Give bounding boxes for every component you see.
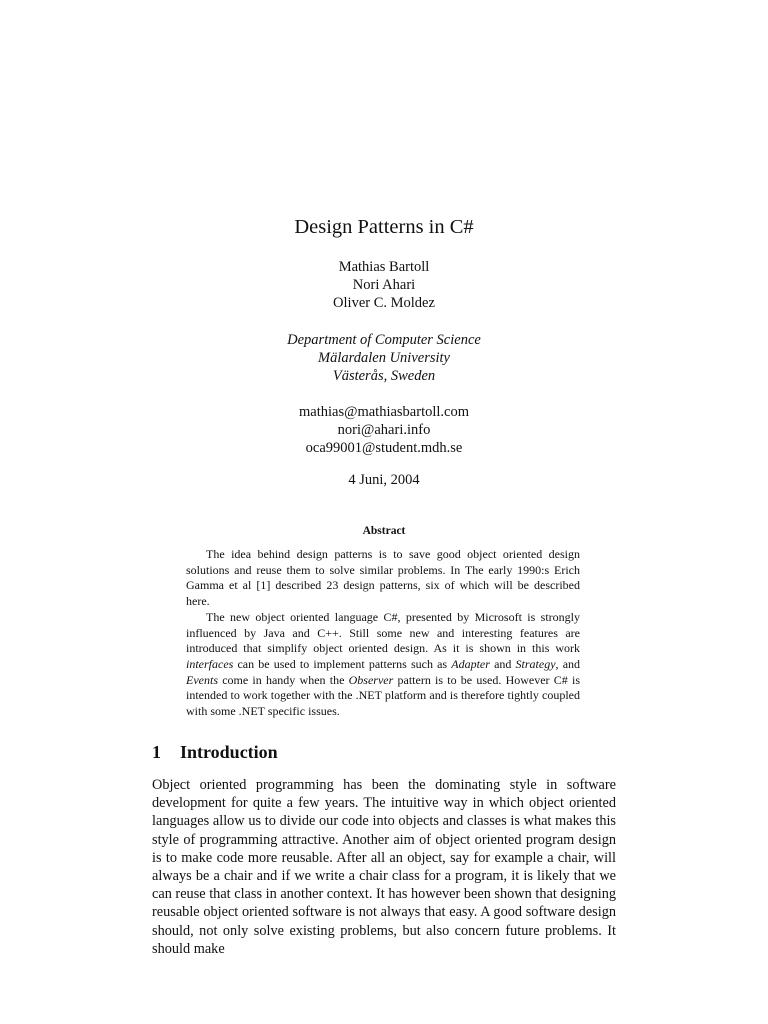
abstract-emphasis: Strategy (515, 656, 556, 671)
abstract-text: pattern is to be used. However C# is intended to work together with the .NET platform and is therefore tightly coupled with some .NET specific issues. (186, 672, 580, 719)
section-heading (152, 741, 278, 763)
paper-title: Design Patterns in C# (294, 216, 474, 238)
abstract-paragraph (186, 610, 580, 720)
section-body (152, 776, 616, 958)
author-list (0, 258, 768, 312)
abstract-emphasis: Events (186, 672, 218, 687)
abstract-text: and (489, 656, 516, 671)
author-name: Mathias Bartoll (338, 259, 430, 275)
section-number: 1 (152, 742, 161, 762)
abstract-text: , and (555, 656, 581, 671)
abstract-body (186, 547, 580, 720)
abstract-paragraph: The idea behind design patterns is to save good object oriented design solutions and reuse them to solve similar problems. In The early 1990:s Erich Gamma et al [1] described 23 design patterns, six of which will be described here. (186, 547, 580, 609)
section-title: Introduction (180, 742, 278, 762)
abstract-text: The new object oriented language C#, presented by Microsoft is strongly influenced by Java and C++. Still some new and interesting features are introduced that simplify object oriented design. As it is shown in this work (186, 609, 580, 656)
author-email: mathias@mathiasbartoll.com (299, 404, 469, 420)
affiliation (0, 331, 768, 385)
affiliation-location: Västerås, Sweden (332, 368, 436, 384)
abstract-text: come in handy when the (218, 672, 349, 687)
abstract-emphasis: Observer (348, 672, 394, 687)
author-name: Oliver C. Moldez (333, 295, 435, 311)
author-email: nori@ahari.info (337, 422, 431, 438)
body-paragraph: Object oriented programming has been the dominating style in software development for quite a few years. The intuitive way in which object oriented languages allow us to divide our code into objects and classes is what makes this style of programming attractive. Another aim of object oriented program design is to make code more reusable. After all an object, say for example a chair, will always be a chair and if we write a chair class for a program, it is likely that we can reuse that class in another context. It has however been shown that designing reusable object oriented software is not always that easy. A good software design should, not only solve existing problems, but also concern future problems. It should make (152, 777, 616, 957)
author-email: oca99001@student.mdh.se (305, 440, 463, 456)
email-list (0, 403, 768, 457)
publication-date: 4 Juni, 2004 (348, 472, 420, 488)
abstract-emphasis: Adapter (451, 656, 490, 671)
affiliation-department: Department of Computer Science (287, 332, 481, 348)
affiliation-university: Mälardalen University (318, 350, 450, 366)
abstract-emphasis: interfaces (186, 656, 234, 671)
author-name: Nori Ahari (352, 277, 416, 293)
abstract-text: can be used to implement patterns such as (233, 656, 452, 671)
abstract-heading: Abstract (362, 525, 406, 537)
